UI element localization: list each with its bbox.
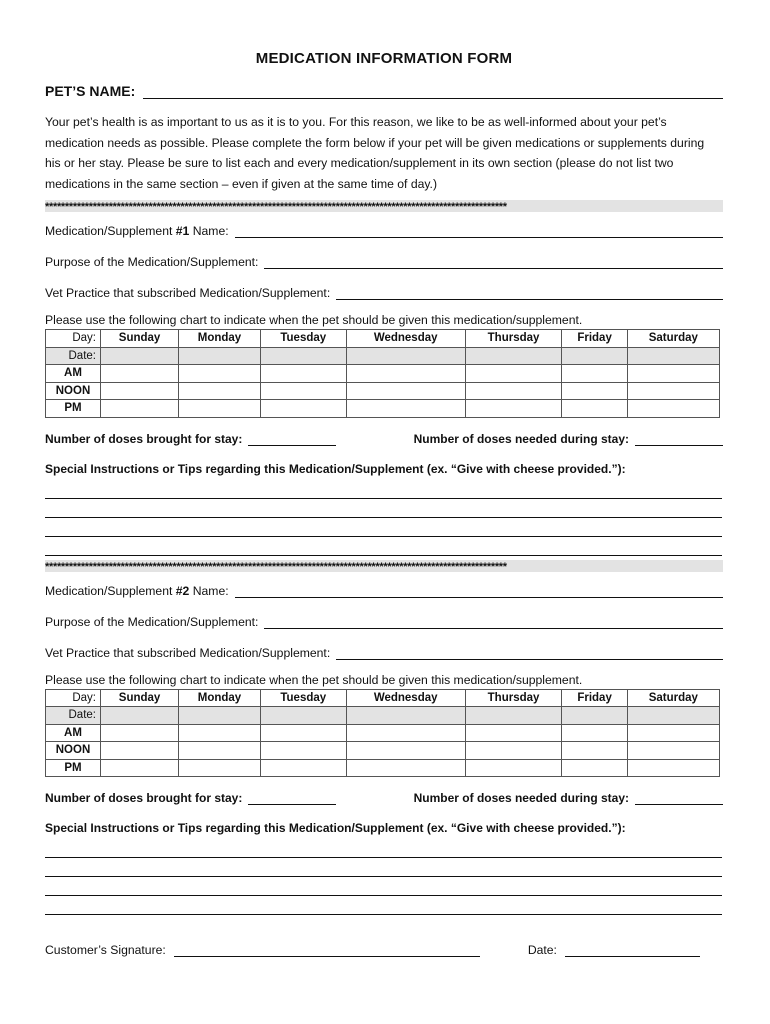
date-cell[interactable] — [101, 707, 179, 725]
date-cell[interactable] — [627, 707, 719, 725]
signature-field[interactable] — [174, 944, 480, 957]
chart-instructions: Please use the following chart to indicate when the pet should be given this medication/supplement. — [45, 672, 583, 687]
doses-brought-field[interactable] — [248, 792, 336, 805]
medication-name-row — [45, 220, 723, 238]
dose-cell[interactable] — [179, 365, 261, 383]
form-title: MEDICATION INFORMATION FORM — [255, 50, 513, 67]
dose-cell[interactable] — [101, 400, 179, 418]
form-content — [45, 50, 723, 957]
dose-cell[interactable] — [627, 400, 719, 418]
special-instructions-line[interactable] — [45, 858, 722, 877]
dose-cell[interactable] — [260, 742, 346, 760]
doses-needed — [414, 791, 723, 805]
day-header: Thursday — [465, 689, 562, 707]
section-separator: ******************************************************************************************************************** — [45, 560, 723, 572]
medication-section — [45, 560, 723, 916]
date-cell[interactable] — [101, 347, 179, 365]
dose-cell[interactable] — [260, 759, 346, 777]
vet-practice-field[interactable] — [336, 287, 723, 300]
dose-cell[interactable] — [346, 400, 465, 418]
dose-cell[interactable] — [346, 724, 465, 742]
special-instructions-label: Special Instructions or Tips regarding this Medication/Supplement (ex. “Give with cheese provided.”): — [45, 461, 626, 476]
special-instructions-line[interactable] — [45, 877, 722, 896]
day-header: Tuesday — [260, 330, 346, 348]
pet-name-field[interactable] — [143, 84, 723, 99]
dose-cell[interactable] — [627, 382, 719, 400]
date-cell[interactable] — [465, 707, 562, 725]
day-header: Sunday — [101, 330, 179, 348]
schedule-header-row — [46, 330, 720, 348]
medication-name-suffix: Name: — [189, 583, 229, 598]
time-row — [46, 724, 720, 742]
dose-cell[interactable] — [562, 742, 627, 760]
dose-cell[interactable] — [346, 365, 465, 383]
dose-cell[interactable] — [346, 759, 465, 777]
doses-needed-field[interactable] — [635, 433, 723, 446]
day-header: Monday — [179, 689, 261, 707]
vet-practice-field[interactable] — [336, 647, 723, 660]
special-instructions-lines — [45, 480, 723, 556]
dose-cell[interactable] — [627, 759, 719, 777]
date-cell[interactable] — [465, 347, 562, 365]
vet-practice-row — [45, 642, 723, 660]
day-header: Thursday — [465, 330, 562, 348]
day-label: Day: — [46, 689, 101, 707]
dose-cell[interactable] — [562, 382, 627, 400]
purpose-field[interactable] — [264, 616, 723, 629]
dose-cell[interactable] — [465, 400, 562, 418]
dose-cell[interactable] — [101, 759, 179, 777]
dose-cell[interactable] — [627, 365, 719, 383]
date-label: Date: — [527, 943, 557, 957]
medication-section — [45, 200, 723, 556]
chart-instructions: Please use the following chart to indicate when the pet should be given this medication/supplement. — [45, 313, 583, 327]
special-instructions-label: Special Instructions or Tips regarding this Medication/Supplement (ex. “Give with cheese provided.”): — [45, 821, 626, 835]
doses-needed-label: Number of doses needed during stay: — [413, 431, 629, 446]
date-cell[interactable] — [260, 707, 346, 725]
special-instructions-lines — [45, 839, 723, 915]
medication-name-label — [45, 584, 229, 598]
date-field[interactable] — [565, 944, 700, 957]
vet-practice-label: Vet Practice that subscribed Medication/Supplement: — [45, 286, 331, 300]
purpose-label: Purpose of the Medication/Supplement: — [45, 614, 259, 629]
date-cell[interactable] — [346, 347, 465, 365]
dose-cell[interactable] — [179, 382, 261, 400]
time-row — [46, 382, 720, 400]
dose-cell[interactable] — [346, 382, 465, 400]
medication-name-row — [45, 580, 723, 598]
dose-cell[interactable] — [179, 400, 261, 418]
date-row — [46, 347, 720, 365]
medication-name-label — [45, 224, 229, 238]
vet-practice-label: Vet Practice that subscribed Medication/Supplement: — [45, 645, 331, 660]
date-cell[interactable] — [627, 347, 719, 365]
day-header: Saturday — [627, 330, 719, 348]
dose-cell[interactable] — [179, 759, 261, 777]
doses-needed-field[interactable] — [635, 792, 723, 805]
signature-row — [45, 943, 723, 957]
medication-sections — [45, 200, 723, 915]
date-cell[interactable] — [260, 347, 346, 365]
purpose-row — [45, 611, 723, 629]
medication-name-field[interactable] — [235, 585, 723, 598]
pet-name-label: PET’S NAME: — [45, 83, 136, 99]
day-header: Wednesday — [346, 689, 465, 707]
special-instructions-line[interactable] — [45, 537, 722, 556]
day-header: Wednesday — [346, 330, 465, 348]
dose-cell[interactable] — [179, 742, 261, 760]
day-header: Sunday — [101, 689, 179, 707]
day-header: Tuesday — [260, 689, 346, 707]
doses-brought — [45, 791, 336, 805]
purpose-field[interactable] — [264, 256, 723, 269]
medication-number: #1 — [175, 224, 190, 238]
dose-cell[interactable] — [101, 742, 179, 760]
dose-cell[interactable] — [101, 724, 179, 742]
dose-cell[interactable] — [627, 742, 719, 760]
doses-brought — [45, 432, 336, 446]
dose-cell[interactable] — [465, 724, 562, 742]
time-row — [46, 365, 720, 383]
doses-brought-label: Number of doses brought for stay: — [45, 791, 243, 805]
day-header: Friday — [562, 689, 627, 707]
dose-cell[interactable] — [179, 724, 261, 742]
dose-cell[interactable] — [260, 382, 346, 400]
time-label: PM — [46, 400, 101, 418]
medication-name-suffix: Name: — [189, 224, 229, 238]
special-instructions-line[interactable] — [45, 499, 722, 518]
date-row-label: Date: — [46, 707, 101, 725]
dose-cell[interactable] — [562, 724, 627, 742]
dose-cell[interactable] — [260, 724, 346, 742]
day-label: Day: — [46, 330, 101, 348]
medication-number: #2 — [175, 583, 190, 598]
date-cell[interactable] — [179, 347, 261, 365]
dose-cell[interactable] — [465, 382, 562, 400]
signature-label: Customer’s Signature: — [45, 943, 166, 957]
dose-cell[interactable] — [465, 759, 562, 777]
doses-row — [45, 432, 723, 446]
dose-cell[interactable] — [346, 742, 465, 760]
special-instructions-line[interactable] — [45, 480, 722, 499]
doses-needed-label: Number of doses needed during stay: — [413, 791, 629, 805]
date-cell[interactable] — [562, 707, 627, 725]
purpose-label: Purpose of the Medication/Supplement: — [45, 255, 259, 269]
time-row — [46, 400, 720, 418]
dose-cell[interactable] — [562, 400, 627, 418]
dose-cell[interactable] — [627, 724, 719, 742]
day-header: Monday — [179, 330, 261, 348]
time-label: PM — [46, 759, 101, 777]
day-header: Saturday — [627, 689, 719, 707]
time-row — [46, 742, 720, 760]
dose-cell[interactable] — [562, 759, 627, 777]
special-instructions-line[interactable] — [45, 896, 722, 915]
time-label: AM — [46, 724, 101, 742]
time-label: NOON — [46, 742, 101, 760]
intro-paragraph: Your pet’s health is as important to us as it is to you. For this reason, we like to be as well-informed about your pet’s medication needs as possible. Please complete the form below if your pet will be given medications or supplements during his or her stay. Please be sure to list each and every medication/supplement in its own section (please do not list two medications in the same section – even if given at the same time of day.) — [45, 115, 705, 191]
dose-cell[interactable] — [562, 365, 627, 383]
schedule-table — [45, 689, 720, 778]
pet-name-row — [45, 83, 723, 99]
doses-brought-field[interactable] — [248, 433, 336, 446]
medication-name-prefix: Medication/Supplement — [45, 224, 176, 238]
special-instructions-line[interactable] — [45, 839, 722, 858]
section-separator: ******************************************************************************************************************** — [45, 200, 723, 212]
date-cell[interactable] — [562, 347, 627, 365]
date-cell[interactable] — [346, 707, 465, 725]
time-label: AM — [46, 365, 101, 383]
dose-cell[interactable] — [260, 365, 346, 383]
time-row — [46, 759, 720, 777]
purpose-row — [45, 251, 723, 269]
medication-name-field[interactable] — [235, 225, 723, 238]
dose-cell[interactable] — [260, 400, 346, 418]
vet-practice-row — [45, 282, 723, 300]
schedule-header-row — [46, 689, 720, 707]
schedule-table — [45, 329, 720, 418]
doses-brought-label: Number of doses brought for stay: — [45, 431, 243, 446]
doses-needed — [414, 432, 723, 446]
day-header: Friday — [562, 330, 627, 348]
doses-row — [45, 791, 723, 805]
time-label: NOON — [46, 382, 101, 400]
dose-cell[interactable] — [465, 365, 562, 383]
date-row-label: Date: — [46, 347, 101, 365]
date-row — [46, 707, 720, 725]
dose-cell[interactable] — [465, 742, 562, 760]
dose-cell[interactable] — [101, 382, 179, 400]
medication-name-prefix: Medication/Supplement — [45, 583, 176, 598]
dose-cell[interactable] — [101, 365, 179, 383]
special-instructions-line[interactable] — [45, 518, 722, 537]
date-cell[interactable] — [179, 707, 261, 725]
